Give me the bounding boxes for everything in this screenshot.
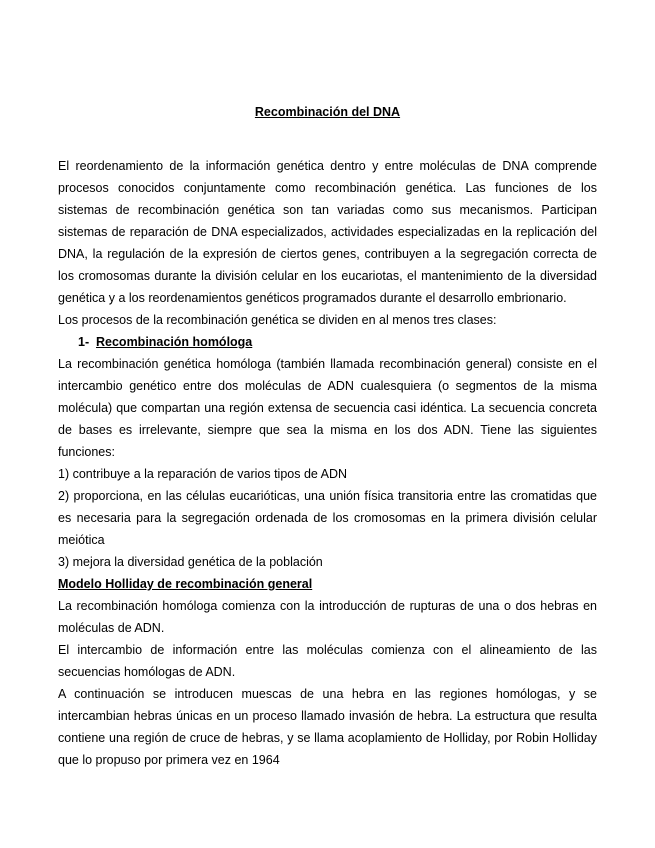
section-heading-homologous bbox=[58, 331, 597, 353]
document-title: Recombinación del DNA bbox=[254, 105, 401, 119]
homologous-paragraph: La recombinación genética homóloga (también llamada recombinación general) consiste en el intercambio genético entre dos moléculas de ADN cualesquiera (o segmentos de la misma molécula) que compartan una región extensa de secuencia casi idéntica. La secuencia concreta de bases es irrelevante, siempre que sea la misma en los dos ADN. Tiene las siguientes funciones: bbox=[58, 357, 597, 459]
classes-sentence: Los procesos de la recombinación genética se dividen en al menos tres clases: bbox=[58, 313, 497, 327]
function-item-1: 1) contribuye a la reparación de varios tipos de ADN bbox=[58, 467, 348, 481]
section-number: 1- bbox=[78, 335, 90, 349]
function-item-2: 2) proporciona, en las células eucarióticas, una unión física transitoria entre las cromatidas que es necesaria para la segregación ordenada de los cromosomas en la primera división celular meiótica bbox=[58, 489, 597, 547]
holliday-paragraph-1: La recombinación homóloga comienza con la introducción de rupturas de una o dos hebras en moléculas de ADN. bbox=[58, 599, 597, 635]
section-label: Recombinación homóloga bbox=[96, 335, 253, 349]
holliday-heading: Modelo Holliday de recombinación general bbox=[58, 577, 313, 591]
function-item-3: 3) mejora la diversidad genética de la población bbox=[58, 555, 323, 569]
holliday-paragraph-3: A continuación se introducen muescas de una hebra en las regiones homólogas, y se intercambian hebras únicas en un proceso llamado invasión de hebra. La estructura que resulta contiene una región de cruce de hebras, y se llama acoplamiento de Holliday, por Robin Holliday que lo propuso por primera vez en 1964 bbox=[58, 687, 597, 767]
holliday-paragraph-2: El intercambio de información entre las moléculas comienza con el alineamiento de las secuencias homólogas de ADN. bbox=[58, 643, 597, 679]
intro-paragraph: El reordenamiento de la información genética dentro y entre moléculas de DNA comprende procesos conocidos conjuntamente como recombinación genética. Las funciones de los sistemas de recombinación genética son tan variadas como sus mecanismos. Participan sistemas de reparación de DNA especializados, actividades especializadas en la replicación del DNA, la regulación de la expresión de ciertos genes, contribuyen a la segregación correcta de los cromosomas durante la división celular en los eucariotas, el mantenimiento de la diversidad genética y a los reordenamientos genéticos programados durante el desarrollo embrionario. bbox=[58, 159, 597, 305]
